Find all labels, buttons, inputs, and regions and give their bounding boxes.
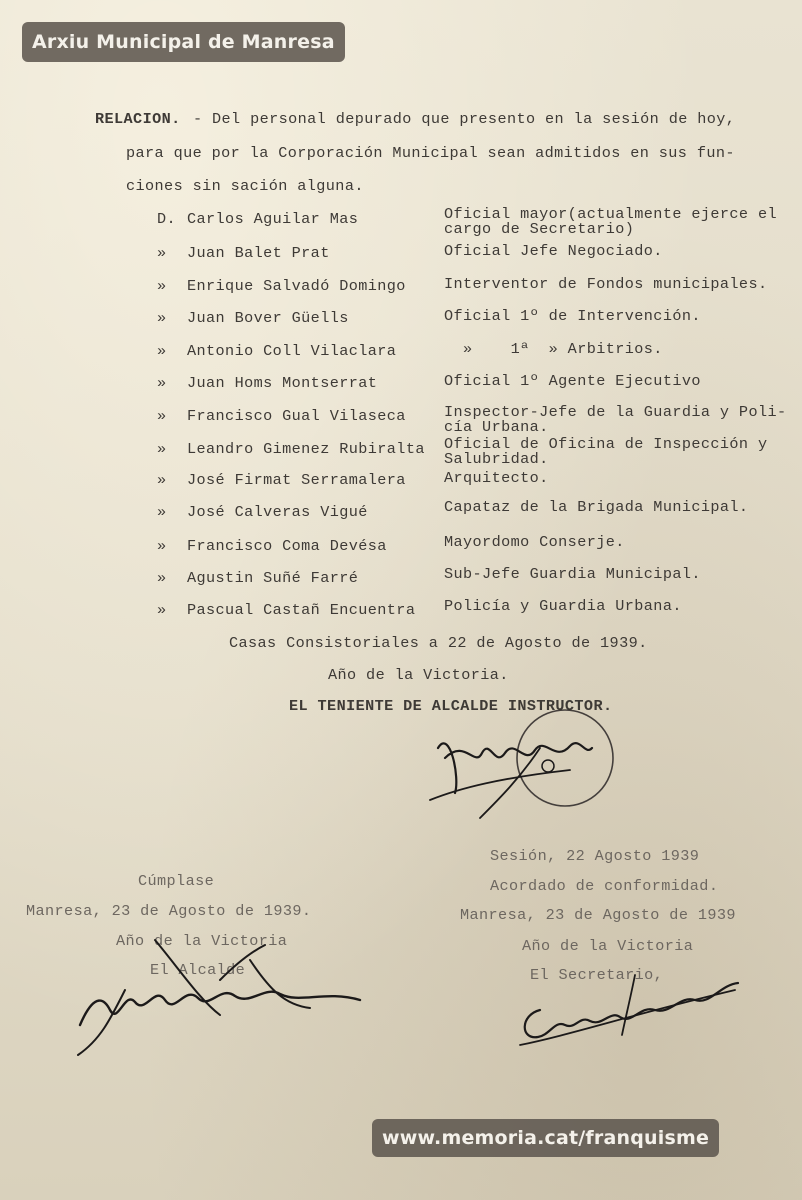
staff-name: Agustin Suñé Farré [187, 569, 359, 587]
staff-post: Capataz de la Brigada Municipal. [444, 498, 749, 516]
staff-post: Oficial mayor(actualmente ejerce el cargo de Secretario) [444, 205, 777, 238]
staff-post: Policía y Guardia Urbana. [444, 597, 682, 615]
staff-prefix: » [157, 440, 167, 458]
cumplase-line: Cúmplase [138, 872, 215, 890]
staff-prefix: » [157, 407, 167, 425]
secretary-signature [510, 965, 750, 1065]
agreement-line: Acordado de conformidad. [490, 877, 719, 895]
staff-name: Pascual Castañ Encuentra [187, 601, 416, 619]
staff-prefix: » [157, 374, 167, 392]
staff-post: Interventor de Fondos municipales. [444, 275, 768, 293]
staff-name: Leandro Gimenez Rubiralta [187, 440, 425, 458]
staff-prefix: » [157, 503, 167, 521]
staff-prefix: » [157, 277, 167, 295]
right-place-date: Manresa, 23 de Agosto de 1939 [460, 906, 736, 924]
place-date-line: Casas Consistoriales a 22 de Agosto de 1939. [229, 634, 648, 652]
instructor-signature [420, 708, 630, 828]
mayor-signature [70, 930, 370, 1060]
session-line: Sesión, 22 Agosto 1939 [490, 847, 700, 865]
secretary-title: El Secretario, [530, 966, 664, 984]
staff-post: Sub-Jefe Guardia Municipal. [444, 565, 701, 583]
staff-name: Francisco Coma Devésa [187, 537, 387, 555]
staff-post: » 1ª » Arbitrios. [444, 340, 663, 358]
staff-name: Francisco Gual Vilaseca [187, 407, 406, 425]
relacion-heading: RELACION. [95, 110, 181, 128]
staff-name: Juan Balet Prat [187, 244, 330, 262]
staff-prefix: » [157, 569, 167, 587]
staff-name: Juan Homs Montserrat [187, 374, 378, 392]
staff-prefix: » [157, 537, 167, 555]
staff-name: Juan Bover Güells [187, 309, 349, 327]
intro-line-1: - Del personal depurado que presento en la sesión de hoy, [193, 110, 736, 128]
staff-prefix: » [157, 309, 167, 327]
year-motto: Año de la Victoria. [328, 666, 509, 684]
staff-prefix: D. [157, 210, 177, 228]
staff-prefix: » [157, 244, 167, 262]
staff-name: José Firmat Serramalera [187, 471, 406, 489]
intro-line-2: para que por la Corporación Municipal sean admitidos en sus fun- [126, 144, 735, 162]
staff-post: Oficial Jefe Negociado. [444, 242, 663, 260]
staff-name: Carlos Aguilar Mas [187, 210, 359, 228]
staff-post: Oficial de Oficina de Inspección y Salubridad. [444, 435, 768, 468]
staff-prefix: » [157, 471, 167, 489]
signatory-title: EL TENIENTE DE ALCALDE INSTRUCTOR. [289, 697, 613, 715]
staff-post: Arquitecto. [444, 469, 549, 487]
staff-name: Enrique Salvadó Domingo [187, 277, 406, 295]
staff-post: Oficial 1º Agente Ejecutivo [444, 372, 701, 390]
staff-post: Inspector-Jefe de la Guardia y Poli- cía Urbana. [444, 403, 787, 436]
staff-post: Mayordomo Conserje. [444, 533, 625, 551]
archive-watermark: Arxiu Municipal de Manresa [22, 22, 345, 62]
left-place-date: Manresa, 23 de Agosto de 1939. [26, 902, 312, 920]
staff-prefix: » [157, 342, 167, 360]
staff-prefix: » [157, 601, 167, 619]
staff-post: Oficial 1º de Intervención. [444, 307, 701, 325]
staff-name: Antonio Coll Vilaclara [187, 342, 397, 360]
left-year-motto: Año de la Victoria [116, 932, 288, 950]
right-year-motto: Año de la Victoria [522, 937, 694, 955]
intro-line-3: ciones sin sación alguna. [126, 177, 364, 195]
website-watermark: www.memoria.cat/franquisme [372, 1119, 719, 1157]
mayor-title: El Alcalde [150, 961, 246, 979]
staff-name: José Calveras Vigué [187, 503, 368, 521]
